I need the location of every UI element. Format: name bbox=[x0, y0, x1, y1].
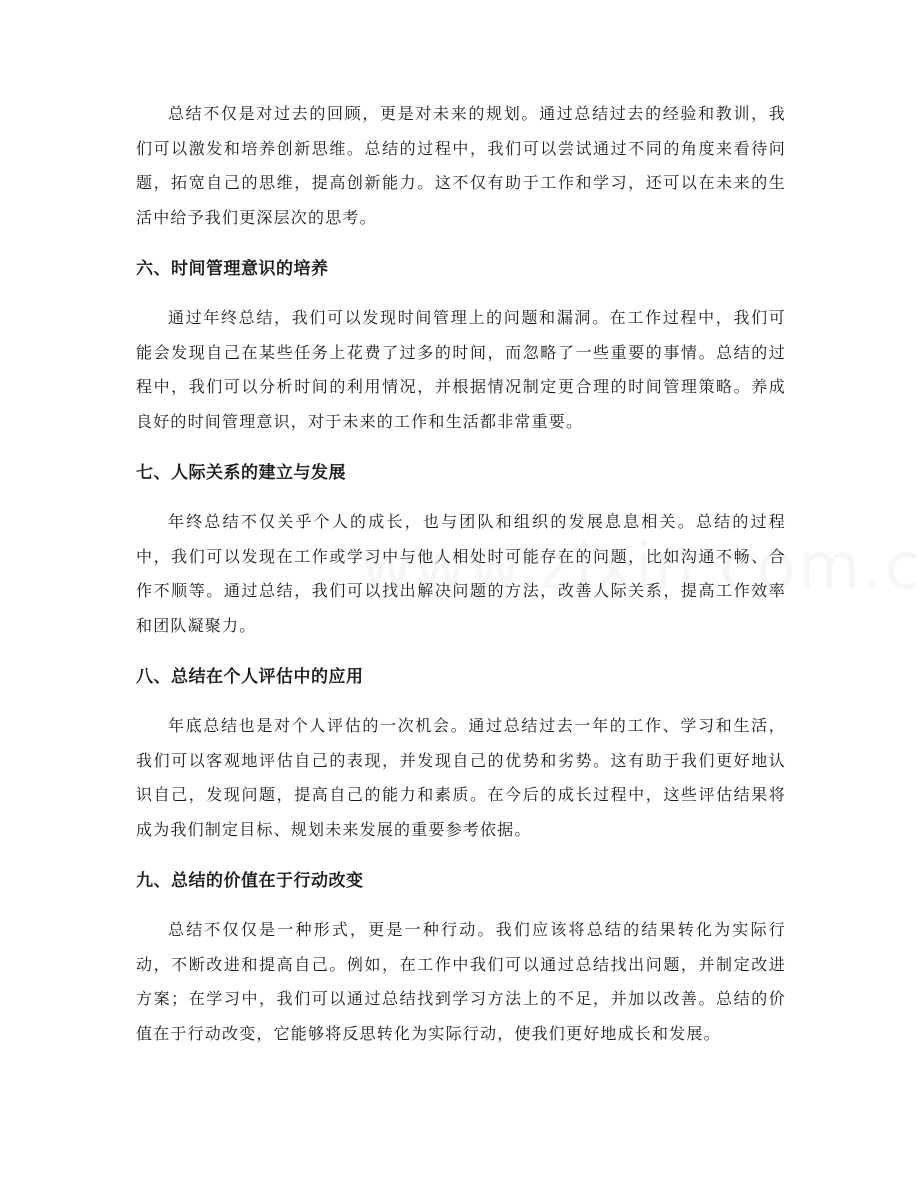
section-paragraph-9: 总结不仅仅是一种形式，更是一种行动。我们应该将总结的结果转化为实际行动，不断改进和提高自己。例如，在工作中我们可以通过总结找出问题，并制定改进方案；在学习中，我们可以通过总结找到学习方法上的不足，并加以改善。总结的价值在于行动改变，它能够将反思转化为实际行动，使我们更好地成长和发展。 bbox=[136, 920, 786, 1043]
document-body bbox=[136, 97, 786, 1051]
section-heading-7: 七、人际关系的建立与发展 bbox=[136, 463, 346, 483]
section-paragraph-8: 年底总结也是对个人评估的一次机会。通过总结过去一年的工作、学习和生活，我们可以客观地评估自己的表现，并发现自己的优势和劣势。这有助于我们更好地认识自己，发现问题，提高自己的能力和素质。在今后的成长过程中，这些评估结果将成为我们制定目标、规划未来发展的重要参考依据。 bbox=[136, 716, 786, 839]
section-paragraph-7: 年终总结不仅关乎个人的成长，也与团队和组织的发展息息相关。总结的过程中，我们可以发现在工作或学习中与他人相处时可能存在的问题，比如沟通不畅、合作不顺等。通过总结，我们可以找出解决问题的方法，改善人际关系，提高工作效率和团队凝聚力。 bbox=[136, 512, 786, 635]
section-heading-8: 八、总结在个人评估中的应用 bbox=[136, 667, 364, 687]
section-paragraph-6: 通过年终总结，我们可以发现时间管理上的问题和漏洞。在工作过程中，我们可能会发现自己在某些任务上花费了过多的时间，而忽略了一些重要的事情。总结的过程中，我们可以分析时间的利用情况，并根据情况制定更合理的时间管理策略。养成良好的时间管理意识，对于未来的工作和生活都非常重要。 bbox=[136, 308, 786, 431]
section-heading-6: 六、时间管理意识的培养 bbox=[136, 259, 329, 279]
section-heading-9: 九、总结的价值在于行动改变 bbox=[136, 871, 364, 891]
intro-paragraph: 总结不仅是对过去的回顾，更是对未来的规划。通过总结过去的经验和教训，我们可以激发和培养创新思维。总结的过程中，我们可以尝试通过不同的角度来看待问题，拓宽自己的思维，提高创新能力。这不仅有助于工作和学习，还可以在未来的生活中给予我们更深层次的思考。 bbox=[136, 104, 786, 227]
